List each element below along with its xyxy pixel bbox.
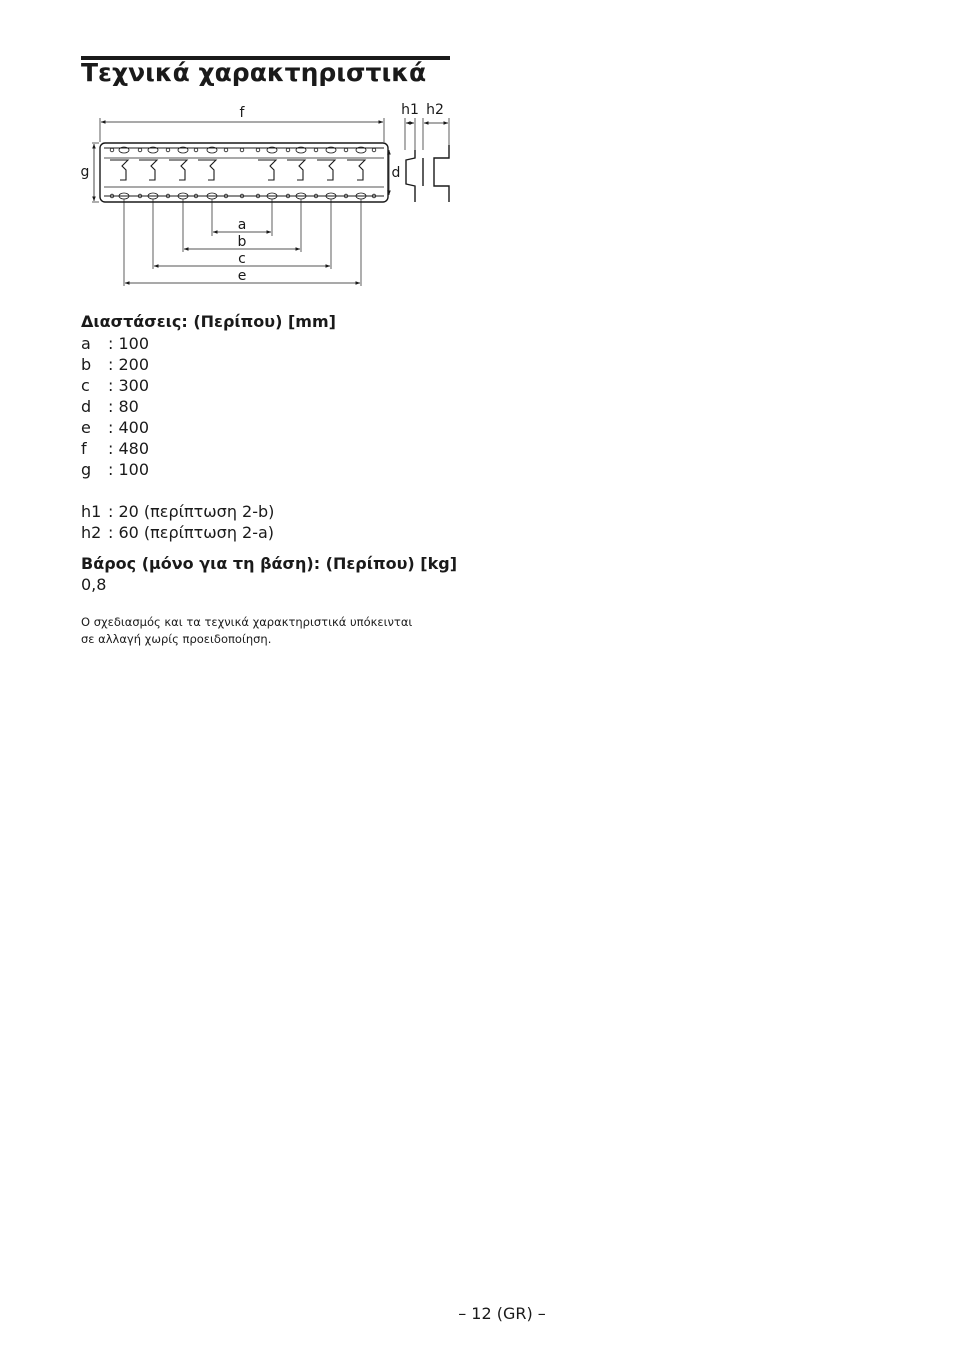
dimension-c	[154, 251, 330, 267]
dimension-key: c	[81, 376, 90, 395]
weight-heading: Βάρος (μόνο για τη βάση): (Περίπου) [kg]	[81, 554, 458, 573]
dimension-key: g	[81, 460, 92, 479]
dimension-key: f	[81, 439, 87, 458]
dimension-value: : 200	[108, 355, 150, 374]
page-title: Τεχνικά χαρακτηριστικά	[81, 58, 427, 87]
label-b: b	[237, 234, 247, 250]
footnote	[81, 614, 453, 648]
dimension-value: : 400	[108, 418, 150, 437]
label-g: g	[80, 164, 90, 180]
dimension-row-h1	[81, 501, 274, 522]
dimension-value: : 480	[108, 439, 150, 458]
dimension-row-e	[81, 417, 149, 438]
dimension-key: h1	[81, 502, 102, 521]
footnote-line-1: Ο σχεδιασμός και τα τεχνικά χαρακτηριστικά υπόκεινται	[81, 615, 413, 629]
dimension-row-d	[81, 396, 149, 417]
weight-value: 0,8	[81, 575, 107, 594]
dimension-row-h2	[81, 522, 274, 543]
dimension-value: : 80	[108, 397, 139, 416]
label-c: c	[238, 251, 246, 267]
dimension-row-c	[81, 375, 149, 396]
dimension-b	[184, 234, 300, 250]
page-number: – 12 (GR) –	[458, 1304, 546, 1323]
bracket-plate	[100, 143, 388, 202]
label-d: d	[391, 165, 401, 181]
label-h2: h2	[426, 102, 444, 118]
dimension-row-b	[81, 354, 149, 375]
dimension-a	[213, 217, 271, 233]
dimension-value: : 300	[108, 376, 150, 395]
dimension-key: h2	[81, 523, 102, 542]
dimension-row-g	[81, 459, 149, 480]
hooks	[110, 160, 365, 180]
dimension-value: : 100	[108, 460, 150, 479]
label-e: e	[237, 268, 247, 284]
dimensions-heading: Διαστάσεις: (Περίπου) [mm]	[81, 312, 336, 331]
dimension-g	[81, 143, 99, 202]
dimension-d	[389, 150, 400, 195]
dimension-key: e	[81, 418, 91, 437]
bracket-dimension-diagram	[74, 96, 454, 292]
label-a: a	[237, 217, 247, 233]
dimension-value: : 60 (περίπτωση 2-a)	[108, 523, 275, 542]
dimension-value: : 100	[108, 334, 150, 353]
dimension-key: b	[81, 355, 92, 374]
dimension-f	[100, 105, 384, 142]
dimension-e	[125, 268, 360, 284]
footnote-line-2: σε αλλαγή χωρίς προειδοποίηση.	[81, 632, 272, 646]
dimension-row-a	[81, 333, 149, 354]
dimensions-list	[81, 333, 149, 480]
side-profile	[401, 102, 449, 202]
dimension-key: d	[81, 397, 92, 416]
height-list	[81, 501, 274, 543]
label-h1: h1	[401, 102, 419, 118]
dimension-row-f	[81, 438, 149, 459]
dimension-value: : 20 (περίπτωση 2-b)	[108, 502, 275, 521]
dimension-key: a	[81, 334, 91, 353]
label-f: f	[239, 105, 245, 121]
